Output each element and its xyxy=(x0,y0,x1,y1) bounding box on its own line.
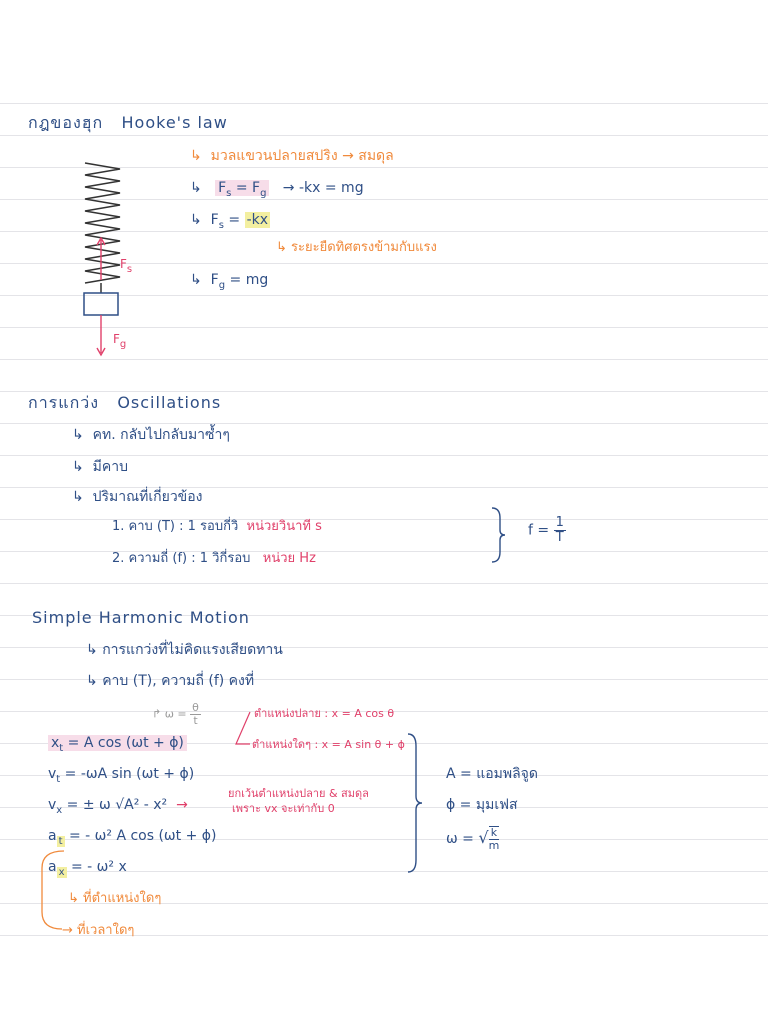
eq-a-x: a $_x$ = - ω² x xyxy=(48,859,127,878)
hooke-bullet-4: ↳ $F_g$ = mg xyxy=(190,272,269,291)
hooke-bullet-3-note: ↳ ระยะยืดทิศตรงข้ามกับแรง xyxy=(276,240,437,255)
osc-title-th: การแกว่ง xyxy=(28,393,100,412)
spring-coil xyxy=(85,163,120,283)
pos-note-bracket xyxy=(232,708,254,750)
eq-a-x-note: ↳ ที่ตำแหน่งใดๆ xyxy=(68,891,162,906)
shm-bullet-1: ↳ การแกว่งที่ไม่คิดแรงเสียดทาน xyxy=(86,642,283,658)
osc-item-period: 1. คาบ (T) : 1 รอบกี่วิ หน่วยวินาที s xyxy=(112,519,322,534)
mass-block xyxy=(84,293,118,315)
eq-a-t-note: → ที่เวลาใดๆ xyxy=(62,923,135,938)
def-phase: ϕ = มุมเฟส xyxy=(446,797,518,813)
eq-a-t: a $_t$ = - ω² A cos (ωt + ϕ) xyxy=(48,828,217,847)
hooke-title-th: กฎของฮุก xyxy=(28,113,104,132)
shm-bullet-2: ↳ คาบ (T), ความถี่ (f) คงที่ xyxy=(86,673,255,689)
shm-brace xyxy=(404,732,424,874)
eq-v-t: $v_t = -\omega A$ sin (ωt + ϕ) xyxy=(48,766,195,785)
osc-bullet-2: ↳ มีคาบ xyxy=(72,459,128,475)
hooke-heading xyxy=(28,114,228,132)
pos-end-note: ตำแหน่งปลาย : x = A cos θ xyxy=(254,707,395,720)
osc-item-frequency: 2. ความถี่ (f) : 1 วิกี่รอบ หน่วย Hz xyxy=(112,551,316,566)
osc-bullet-3: ↳ ปริมาณที่เกี่ยวข้อง xyxy=(72,489,203,505)
hooke-title-en: Hooke's law xyxy=(121,113,228,132)
hooke-bullet-1: ↳ มวลแขวนปลายสปริง → สมดุล xyxy=(190,148,394,164)
a-t-bracket xyxy=(36,848,66,934)
hooke-bullet-3: ↳ $F_s = -kx$ xyxy=(190,212,269,231)
osc-title-en: Oscillations xyxy=(117,393,222,412)
eq-v-x-note-2: เพราะ vx จะเท่ากับ 0 xyxy=(232,802,335,815)
period-unit: หน่วยวินาที s xyxy=(246,519,322,534)
def-amplitude: A = แอมพลิจูด xyxy=(446,766,538,782)
omega-theta-note: ↱ ω = $\frac{\theta}{t}$ xyxy=(152,701,199,727)
frequency-unit: หน่วย Hz xyxy=(262,551,316,566)
fs-label: $F_s$ xyxy=(120,257,133,275)
pos-any-note: ตำแหน่งใดๆ : x = A sin θ + ϕ xyxy=(252,738,405,751)
osc-brace xyxy=(488,506,508,564)
fg-label: $F_g$ xyxy=(113,332,127,350)
f-equals-1-over-t: f = $\frac{1}{T}$ xyxy=(528,515,564,545)
eq-x-t: $x_t = A$ cos (ωt + ϕ) xyxy=(48,734,187,758)
shm-heading: Simple Harmonic Motion xyxy=(32,608,250,627)
osc-bullet-1: ↳ คท. กลับไปกลับมาซ้ำๆ xyxy=(72,427,230,443)
fs-eq-fg: $F_s = F_g$ xyxy=(215,180,269,196)
def-omega: ω = √ $\frac{k}{m}$ xyxy=(446,826,500,852)
osc-heading xyxy=(28,394,221,412)
eq-v-x: $v_x$ = ± ω √A² - x² → xyxy=(48,797,188,816)
hooke-bullet-2: ↳ $F_s = F_g$ → -kx = mg xyxy=(190,180,364,199)
eq-v-x-note-1: ยกเว้นตำแหน่งปลาย & สมดุล xyxy=(228,787,369,800)
